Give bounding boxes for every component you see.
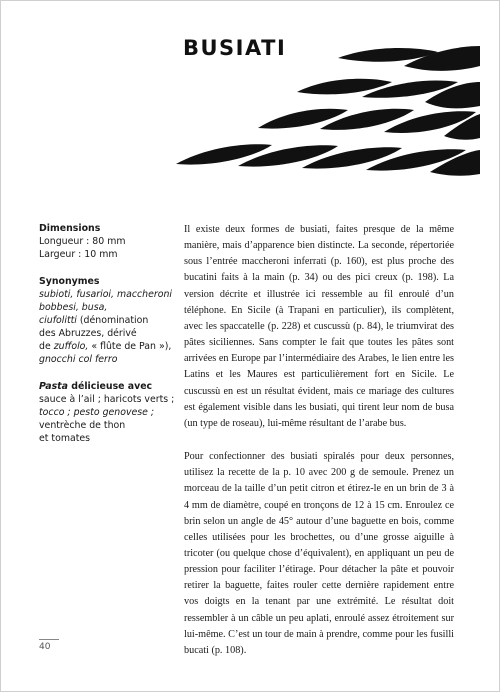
synonym-note: « flûte de Pan »), xyxy=(88,341,172,352)
synonyms-heading: Synonymes xyxy=(39,276,100,287)
synonym-term: ciufolitti xyxy=(39,315,77,326)
page-number: 40 xyxy=(39,642,51,652)
pairing-line: sauce à l’ail ; haricots verts ; xyxy=(39,394,175,405)
pairing-heading-rest: délicieuse avec xyxy=(68,381,153,392)
body-text xyxy=(184,222,454,659)
synonyms-line: bobbesi, busa, xyxy=(39,302,108,313)
synonyms-line xyxy=(39,340,171,353)
synonyms-line: subioti, fusarioi, maccheroni xyxy=(39,289,173,300)
sidebar-facts xyxy=(39,222,175,445)
pairing-heading xyxy=(39,380,171,393)
pairing-line: tocco ; pesto genovese ; xyxy=(39,407,155,418)
width-value: Largeur : 10 mm xyxy=(39,249,118,260)
pairing-line: ventrèche de thon xyxy=(39,420,126,431)
synonym-term: zuffolo, xyxy=(53,341,89,352)
paragraph-method: Pour confectionner des busiati spiralés pour deux personnes, utilisez la recette de la p. 10 avec 200 g de semoule. Prenez un morceau de la taille d’un petit citron et étirez-le en un brin de 3 à 4 mm de diamètre, coupé en tronçons de 12 à 15 cm. Enroulez ce brin selon un angle de 45° autour d’une baguette en bois, comme celles utilisées pour les brochettes, ou d’une grosse aiguille à tricoter (ou quelque chose d’équivalent), en appliquant un peu de pression pour faciliter l’étirage. Pour détacher la pâte et pouvoir retirer la baguette, faites rouler cette dernière rapidement entre vos doigts en la tenant par une extrémité. Le résultat doit ressembler à un câble un peu aplati, enroulé assez étroitement sur lui-même. C’est un tour de main à prendre, comme pour les fusilli bucati (p. 108). xyxy=(184,451,454,656)
pairing-heading-italic: Pasta xyxy=(39,381,68,392)
paragraph-history: Il existe deux formes de busiati, faites presque de la même manière, mais d’apparence bien distincte. La seconde, répertoriée sous l’entrée maccheroni inferrati (p. 160), est plus proche des bucatini faits à la main (p. 34) ou des pici creux (p. 198). La version décrite et illustrée ici ressemble au fil enroulé d’un téléphone. En Sicile (à Trapani en particulier), ils complètent, avec les spaccatelle (p. 228) et cuscussù (p. 84), le triumvirat des pâtes siciliennes. Sans compter le fait que toutes les pâtes sont arrivées en Europe par l’intermédiaire des Arabes, le lien entre les Latins et les Maures est particulièrement fort en Sicile. Le cuscussù en est un résultat évident, mais ce mariage des cultures est également visible dans les busiati, qui tirent leur nom de busa (un type de roseau), lui-même résultant de l’arabe bus. xyxy=(184,224,454,429)
page-title: BUSIATI xyxy=(183,36,287,60)
synonyms-line: des Abruzzes, dérivé xyxy=(39,328,137,339)
folio-rule xyxy=(39,639,59,640)
synonym-note: de xyxy=(39,341,54,352)
synonym-note: (dénomination xyxy=(76,315,149,326)
synonyms-line xyxy=(39,314,171,327)
pairing-line: et tomates xyxy=(39,433,91,444)
synonyms-line: gnocchi col ferro xyxy=(39,354,118,365)
busiati-pasta-illustration xyxy=(0,0,500,210)
dimensions-heading: Dimensions xyxy=(39,223,101,234)
length-value: Longueur : 80 mm xyxy=(39,236,126,247)
